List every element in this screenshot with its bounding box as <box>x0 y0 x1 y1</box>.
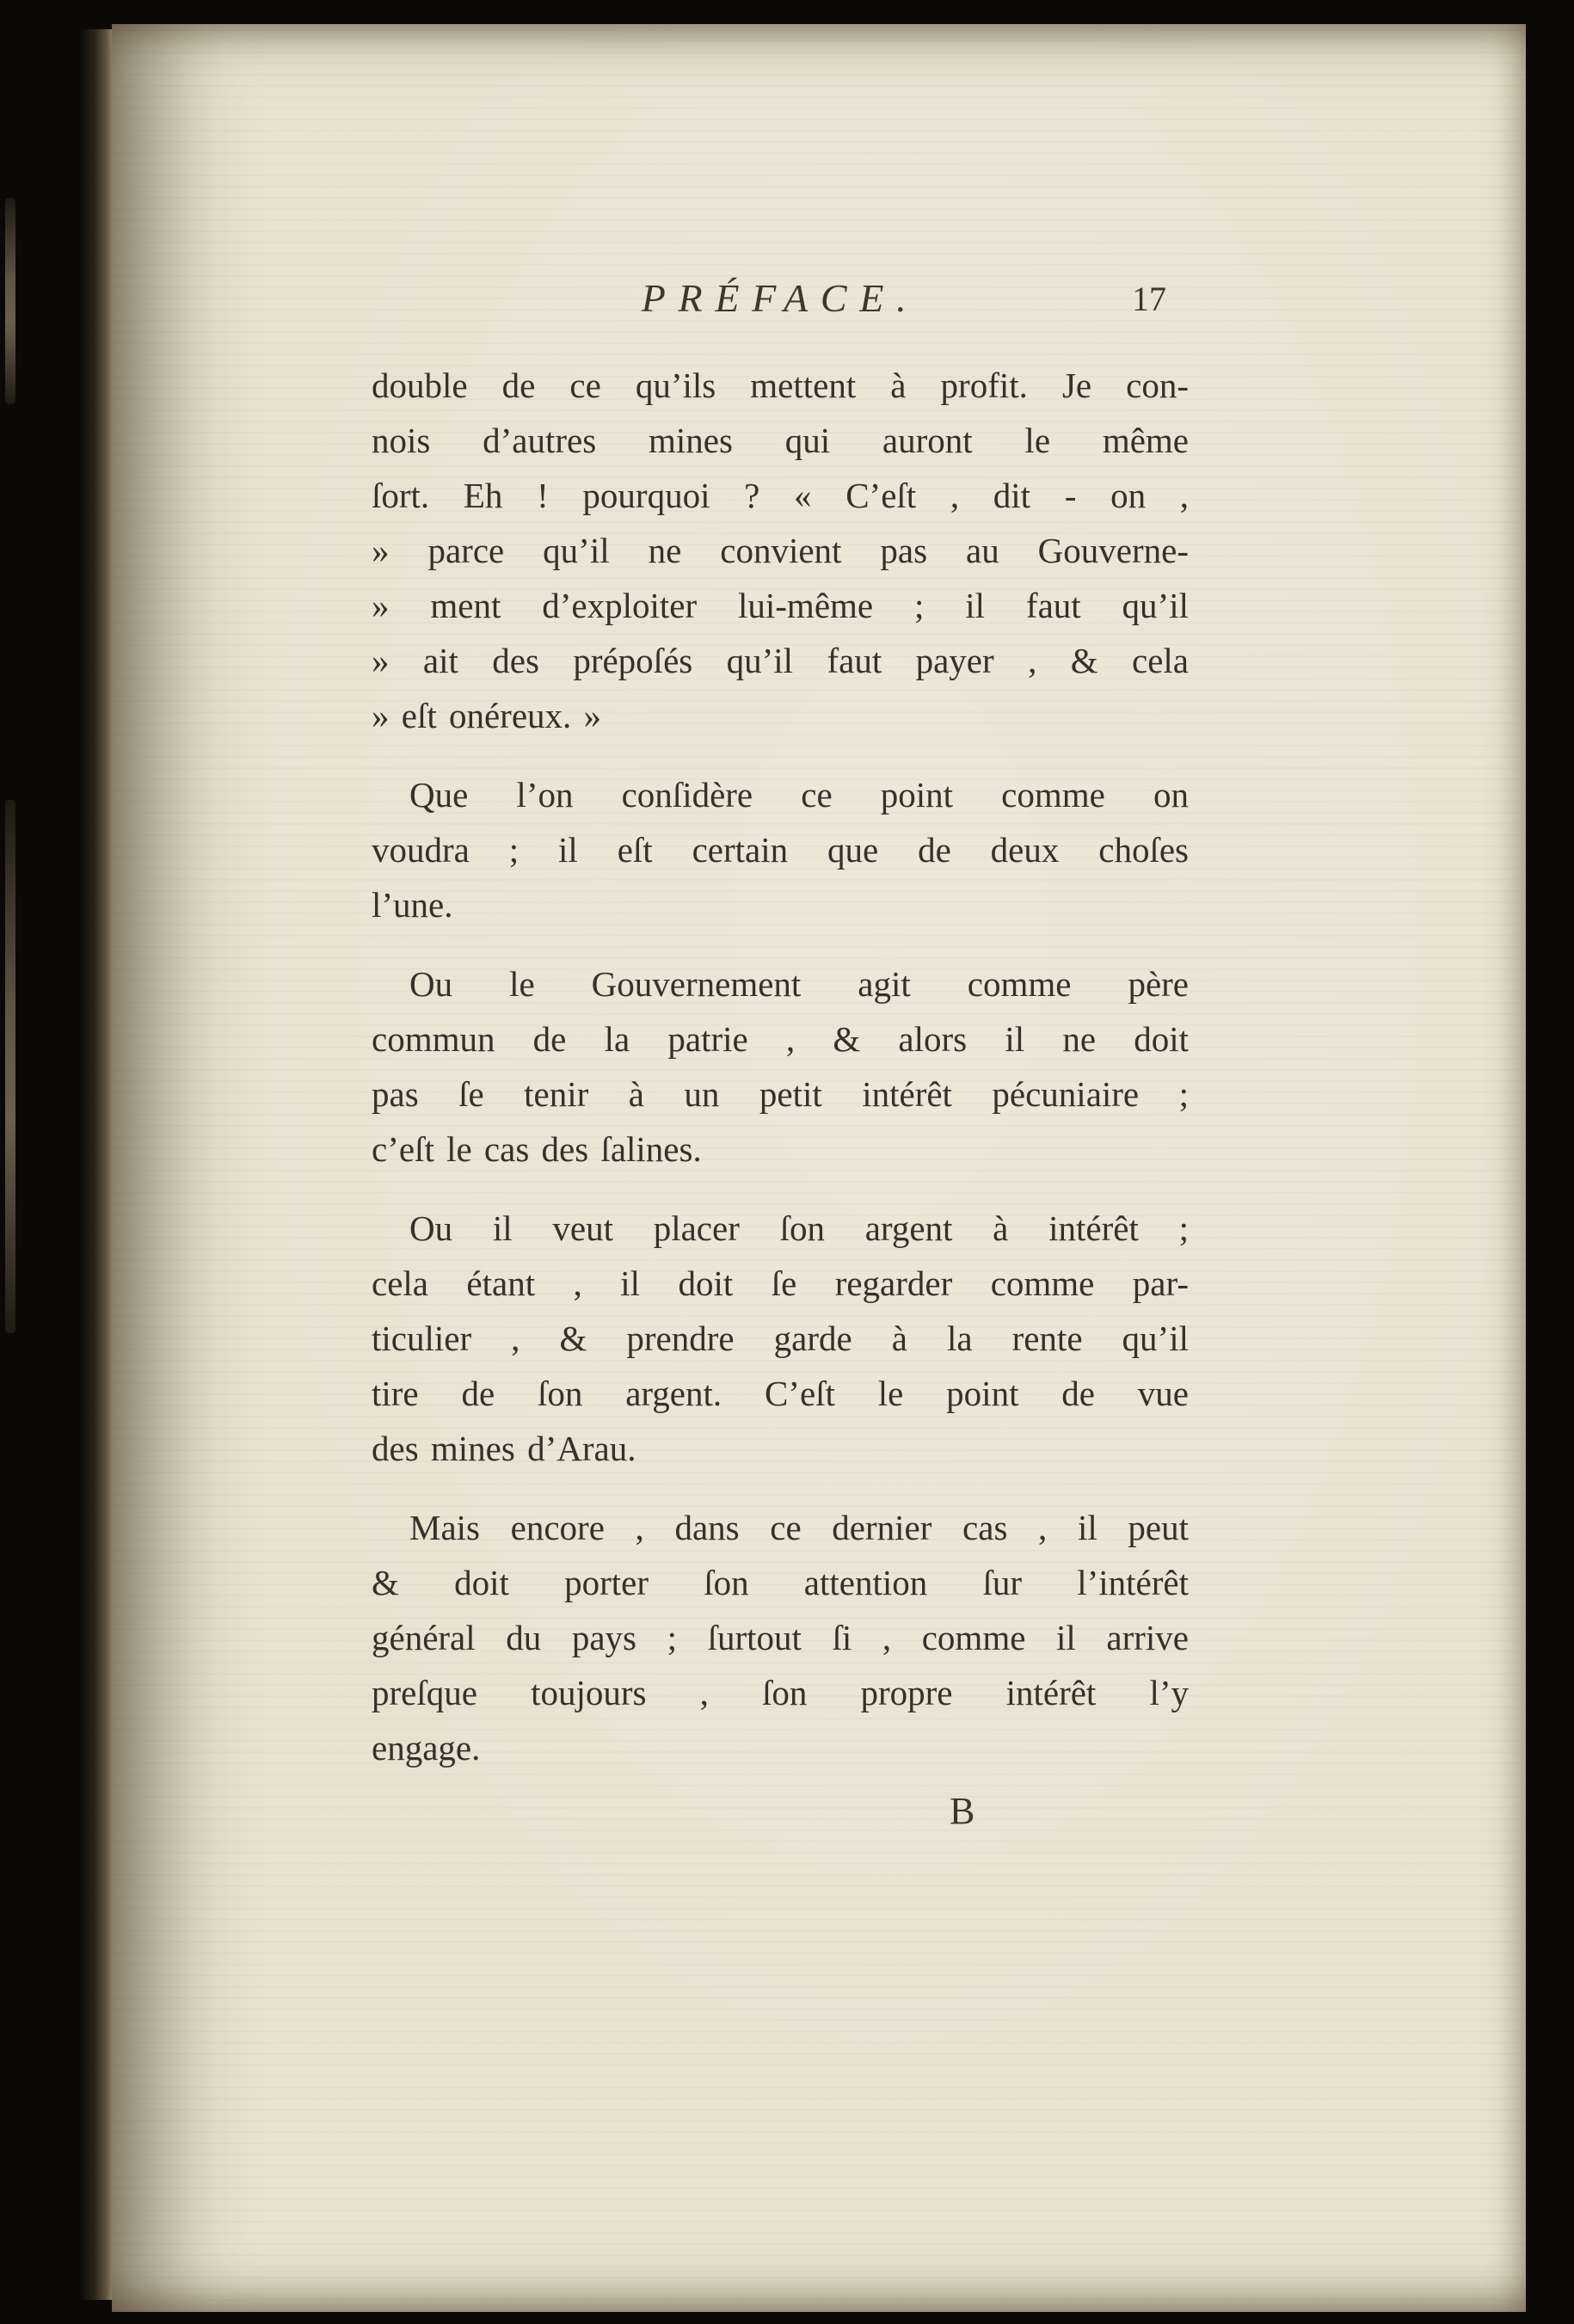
text-line: double de ce qu’ils mettent à profit. Je con- <box>372 366 1189 405</box>
text-line: Ou le Gouvernement agit comme père <box>409 964 1189 1004</box>
binding-gutter <box>79 29 114 2300</box>
running-header <box>372 275 1189 335</box>
text-line: général du pays ; ſurtout ſi , comme il arrive <box>372 1618 1189 1657</box>
header-title: PRÉFACE. <box>641 276 919 320</box>
text-block <box>372 275 1189 1833</box>
text-line: ticulier , & prendre garde à la rente qu’il <box>372 1319 1189 1358</box>
text-line: commun de la patrie , & alors il ne doit <box>372 1019 1189 1059</box>
text-line: Mais encore , dans ce dernier cas , il peut <box>409 1508 1189 1547</box>
paragraph <box>372 1500 1189 1775</box>
paragraph <box>372 1201 1189 1476</box>
page-edge-highlight <box>5 800 15 1333</box>
paragraph <box>372 358 1189 743</box>
paragraph <box>372 956 1189 1177</box>
page-edge-highlight <box>5 198 15 404</box>
book-page <box>112 24 1526 2312</box>
text-line: & doit porter ſon attention ſur l’intérêt <box>372 1563 1189 1602</box>
text-line: tire de ſon argent. C’eſt le point de vue <box>372 1374 1189 1413</box>
text-line: » ment d’exploiter lui-même ; il faut qu’il <box>372 586 1189 625</box>
signature-mark: B <box>950 1790 975 1832</box>
text-line: nois d’autres mines qui auront le même <box>372 421 1189 460</box>
page-number: 17 <box>1132 280 1166 318</box>
text-line: preſque toujours , ſon propre intérêt l’y <box>372 1673 1189 1712</box>
text-line: voudra ; il eſt certain que de deux choſes <box>372 830 1189 870</box>
text-line: » ait des prépoſés qu’il faut payer , & cela <box>372 641 1189 680</box>
text-line: engage. <box>372 1728 481 1768</box>
paragraph <box>372 767 1189 932</box>
text-line: des mines d’Arau. <box>372 1429 636 1468</box>
text-line: Ou il veut placer ſon argent à intérêt ; <box>409 1208 1189 1248</box>
text-line: pas ſe tenir à un petit intérêt pécuniaire ; <box>372 1074 1189 1114</box>
text-line: » eſt onéreux. » <box>372 696 602 735</box>
text-line: Que l’on conſidère ce point comme on <box>409 775 1189 815</box>
text-line: l’une. <box>372 885 453 925</box>
text-line: » parce qu’il ne convient pas au Gouverne- <box>372 531 1189 570</box>
text-line: cela étant , il doit ſe regarder comme par- <box>372 1263 1189 1303</box>
paragraphs <box>372 358 1189 1775</box>
text-line: ſort. Eh ! pourquoi ? « C’eſt , dit - on , <box>372 476 1189 515</box>
text-line: c’eſt le cas des ſalines. <box>372 1129 702 1169</box>
